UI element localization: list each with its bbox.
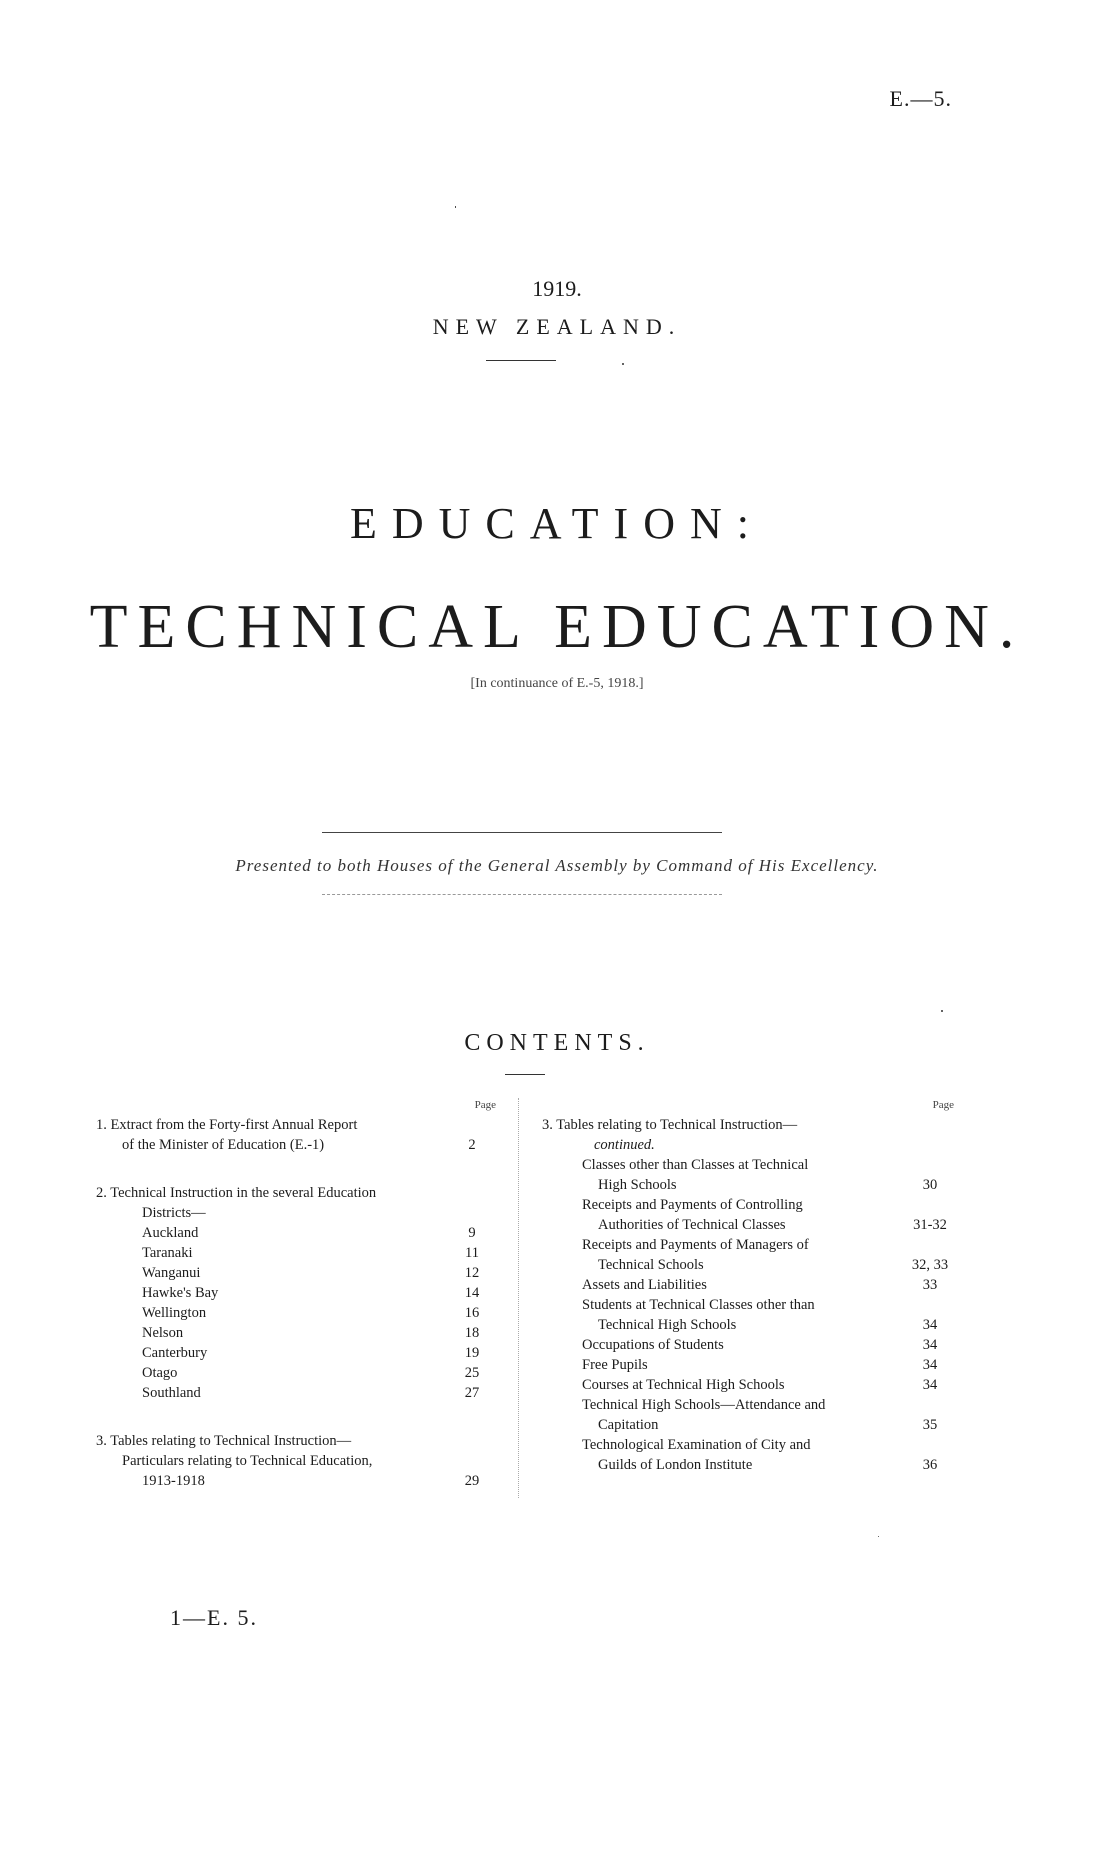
table-entry-page: 35 <box>906 1415 954 1435</box>
table-entry <box>542 1195 954 1215</box>
district-page: 27 <box>448 1383 496 1403</box>
district-name: Wellington <box>142 1305 207 1321</box>
presented-line: Presented to both Houses of the General Assembly by Command of His Excellency. <box>235 856 879 875</box>
district-page: 18 <box>448 1323 496 1343</box>
table-entry-line1: Assets and Liabilities <box>582 1277 707 1293</box>
continuance-note: [In continuance of E.-5, 1918.] <box>470 676 644 691</box>
table-entry <box>542 1435 954 1455</box>
district-name: Canterbury <box>142 1345 208 1361</box>
table-entry-line1: Technical High Schools—Attendance and <box>582 1397 826 1413</box>
table-entry-page: 34 <box>906 1335 954 1355</box>
contents-entry <box>96 1135 496 1155</box>
district-name: Auckland <box>142 1225 199 1241</box>
print-speck <box>455 206 456 208</box>
table-entry <box>542 1335 954 1355</box>
print-speck <box>878 1536 879 1537</box>
table-entry-page: 34 <box>906 1315 954 1335</box>
short-rule <box>486 360 556 361</box>
district-name: Wanganui <box>142 1265 201 1281</box>
district-name: Southland <box>142 1385 201 1401</box>
table-entry-page: 36 <box>906 1455 954 1475</box>
table-entry <box>542 1175 954 1195</box>
table-entry-line1: Receipts and Payments of Managers of <box>582 1237 809 1253</box>
district-page: 14 <box>448 1283 496 1303</box>
table-entry <box>542 1235 954 1255</box>
contents-entry <box>542 1115 954 1135</box>
table-entry <box>542 1395 954 1415</box>
page-column-header: Page <box>932 1099 954 1111</box>
contents-heading: CONTENTS. <box>464 1030 650 1056</box>
table-entry-line2: Technical Schools <box>598 1257 704 1273</box>
table-entry-line2: Guilds of London Institute <box>598 1457 753 1473</box>
entry-text: Particulars relating to Technical Education, <box>122 1453 373 1469</box>
table-entry-line1: Students at Technical Classes other than <box>582 1297 815 1313</box>
country-heading: NEW ZEALAND. <box>432 314 682 339</box>
main-title: EDUCATION: <box>350 499 764 548</box>
table-entry-page: 31-32 <box>906 1215 954 1235</box>
print-speck <box>622 363 624 365</box>
column-divider <box>518 1098 519 1498</box>
contents-left-column <box>96 1095 496 1491</box>
table-entry-page: 34 <box>906 1355 954 1375</box>
table-entry-line1: Occupations of Students <box>582 1337 724 1353</box>
district-entry <box>96 1263 496 1283</box>
contents-entry <box>542 1135 954 1155</box>
district-entry <box>96 1283 496 1303</box>
district-entry <box>96 1383 496 1403</box>
entry-text: 3. Tables relating to Technical Instruction— <box>96 1433 352 1449</box>
contents-entry <box>96 1451 496 1471</box>
entry-page: 29 <box>448 1471 496 1491</box>
entry-text: Districts— <box>142 1205 206 1221</box>
subtitle: TECHNICAL EDUCATION. <box>89 593 1025 661</box>
table-entry-line1: Classes other than Classes at Technical <box>582 1157 809 1173</box>
table-entry <box>542 1355 954 1375</box>
contents-entry <box>96 1183 496 1203</box>
table-entry <box>542 1295 954 1315</box>
contents-entry <box>96 1115 496 1135</box>
district-name: Hawke's Bay <box>142 1285 219 1301</box>
district-entry <box>96 1363 496 1383</box>
district-page: 12 <box>448 1263 496 1283</box>
district-page: 25 <box>448 1363 496 1383</box>
table-entry <box>542 1455 954 1475</box>
entry-page: 2 <box>448 1135 496 1155</box>
table-entry <box>542 1155 954 1175</box>
table-entry <box>542 1215 954 1235</box>
table-entry <box>542 1315 954 1335</box>
table-entry <box>542 1375 954 1395</box>
entry-text: 1913-1918 <box>142 1473 205 1489</box>
entry-text: continued. <box>594 1137 655 1153</box>
table-entry-line1: Courses at Technical High Schools <box>582 1377 785 1393</box>
table-entry-page: 32, 33 <box>906 1255 954 1275</box>
contents-entry <box>96 1471 496 1491</box>
district-entry <box>96 1323 496 1343</box>
entry-text: 1. Extract from the Forty-first Annual Report <box>96 1117 358 1133</box>
table-entry-page: 34 <box>906 1375 954 1395</box>
table-entry-line1: Receipts and Payments of Controlling <box>582 1197 803 1213</box>
table-entry-line2: Technical High Schools <box>598 1317 737 1333</box>
district-entry <box>96 1243 496 1263</box>
district-page: 9 <box>448 1223 496 1243</box>
contents-entry <box>96 1431 496 1451</box>
district-entry <box>96 1223 496 1243</box>
district-page: 16 <box>448 1303 496 1323</box>
entry-text: 2. Technical Instruction in the several Education <box>96 1185 377 1201</box>
rule-above-presented <box>322 832 722 833</box>
table-entry-line2: High Schools <box>598 1177 677 1193</box>
table-entry <box>542 1275 954 1295</box>
district-name: Taranaki <box>142 1245 193 1261</box>
table-entry-page: 33 <box>906 1275 954 1295</box>
district-page: 19 <box>448 1343 496 1363</box>
district-entry <box>96 1343 496 1363</box>
district-name: Otago <box>142 1365 178 1381</box>
print-speck <box>941 1010 943 1012</box>
page-column-header: Page <box>474 1099 496 1111</box>
contents-rule <box>505 1074 545 1075</box>
contents-right-column <box>542 1095 954 1475</box>
entry-text: of the Minister of Education (E.-1) <box>122 1137 325 1153</box>
table-entry-line2: Authorities of Technical Classes <box>598 1217 786 1233</box>
document-reference: E.—5. <box>889 86 952 111</box>
table-entry-page: 30 <box>906 1175 954 1195</box>
district-page: 11 <box>448 1243 496 1263</box>
district-entry <box>96 1303 496 1323</box>
report-year: 1919. <box>532 276 582 301</box>
rule-below-presented <box>322 894 722 895</box>
signature-footer: 1—E. 5. <box>170 1605 258 1630</box>
district-name: Nelson <box>142 1325 184 1341</box>
entry-text: 3. Tables relating to Technical Instruction— <box>542 1117 798 1133</box>
table-entry <box>542 1255 954 1275</box>
table-entry-line2: Capitation <box>598 1417 659 1433</box>
contents-entry <box>96 1203 496 1223</box>
table-entry-line1: Technological Examination of City and <box>582 1437 811 1453</box>
table-entry <box>542 1415 954 1435</box>
table-entry-line1: Free Pupils <box>582 1357 648 1373</box>
